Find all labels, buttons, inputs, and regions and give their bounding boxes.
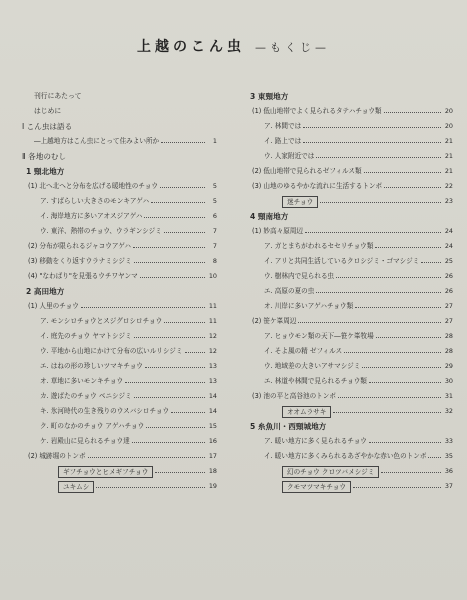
toc-entry	[22, 374, 217, 389]
toc-entry	[246, 104, 453, 119]
toc-entry-page: 21	[444, 167, 453, 175]
toc-entry-page: 37	[444, 482, 453, 490]
toc-entry	[246, 269, 453, 284]
toc-entry-title: (4) "なわばり"を見張るウチワヤンマ	[28, 272, 138, 280]
toc-entry-page: 29	[444, 362, 453, 370]
toc-entry-title: ア. ヒョウモン類の天下―笹ケ峯牧場	[264, 332, 374, 340]
toc-entry-title: ア. 暖い地方に多く見られるチョウ	[264, 437, 367, 445]
toc-entry	[246, 389, 453, 404]
toc-entry	[246, 194, 453, 209]
toc-entry-page: 11	[208, 317, 217, 325]
toc-entry	[246, 419, 453, 434]
toc-entry-title: オ. 川岸に多いアゲハチョウ類	[264, 302, 354, 310]
toc-entry-title: (3) 山地のゆるやかな流れに生活するトンボ	[252, 182, 383, 190]
toc-entry	[246, 434, 453, 449]
toc-entry-page: 20	[444, 122, 453, 130]
toc-entry	[246, 284, 453, 299]
toc-entry-title: ア. ガとまちがわれるセセリチョウ類	[264, 242, 374, 250]
toc-entry-page: 22	[444, 182, 453, 190]
toc-entry	[246, 374, 453, 389]
toc-entry-page: 35	[444, 452, 453, 460]
toc-entry	[22, 299, 217, 314]
toc-entry	[22, 254, 217, 269]
toc-entry	[246, 149, 453, 164]
toc-entry-page: 21	[444, 152, 453, 160]
toc-entry-page: 17	[208, 452, 217, 460]
toc-entry-title: 刊行にあたって	[34, 92, 82, 100]
toc-entry-page: 24	[444, 242, 453, 250]
toc-entry	[22, 404, 217, 419]
toc-entry-title: (1) 低山地帯でよく見られるタテハチョウ類	[252, 107, 382, 115]
toc-entry-title: ケ. 岩殿山に見られるチョウ達	[40, 437, 130, 445]
toc-entry	[22, 464, 217, 479]
toc-entry-page: 32	[444, 407, 453, 415]
toc-entry-title: ウ. 平地から山地にかけて分布の広いルリシジミ	[40, 347, 183, 355]
toc-entry-title: エ. はねの形の珍しいツマキチョウ	[40, 362, 143, 370]
toc-entry	[246, 179, 453, 194]
toc-entry-title: 5 糸魚川・西頸城地方	[250, 422, 327, 431]
toc-entry	[22, 359, 217, 374]
toc-entry-title: はじめに	[34, 107, 62, 115]
toc-entry-page: 10	[208, 272, 217, 280]
toc-entry-page: 8	[212, 257, 217, 265]
toc-entry-page: 13	[208, 377, 217, 385]
toc-entry-title: イ. 路上では	[264, 137, 302, 145]
toc-entry-title: Ⅰ こん虫は語る	[22, 122, 73, 131]
toc-entry	[22, 434, 217, 449]
toc-entry	[22, 209, 217, 224]
toc-entry	[22, 284, 217, 299]
toc-entry-title: (1) 人里のチョウ	[28, 302, 79, 310]
toc-entry-title: イ. アリと共同生活しているクロシジミ・ゴマシジミ	[264, 257, 420, 265]
toc-entry	[22, 104, 217, 119]
toc-entry-page: 11	[208, 302, 217, 310]
toc-entry-page: 36	[444, 467, 453, 475]
toc-entry-page: 20	[444, 107, 453, 115]
toc-entry	[22, 449, 217, 464]
toc-entry-page: 19	[208, 482, 217, 490]
toc-entry-title: 4 頸南地方	[250, 212, 289, 221]
toc-entry-page: 27	[444, 317, 453, 325]
toc-entry-boxed-title: ユキムシ	[58, 481, 94, 493]
toc-entry-boxed-title: 迷チョウ	[282, 196, 318, 208]
toc-entry-title: ア. 林間では	[264, 122, 302, 130]
toc-entry	[246, 314, 453, 329]
toc-entry-page: 28	[444, 347, 453, 355]
toc-entry	[246, 239, 453, 254]
toc-entry-page: 28	[444, 332, 453, 340]
toc-entry-page: 7	[212, 227, 217, 235]
page-subtitle: —もくじ—	[255, 41, 330, 54]
toc-entry-boxed-title: オオムラサキ	[282, 406, 331, 418]
toc-entry-page: 18	[208, 467, 217, 475]
toc-entry	[246, 119, 453, 134]
toc-entry-page: 26	[444, 287, 453, 295]
toc-entry-title: (3) 移動をくり返すウラナミシジミ	[28, 257, 132, 265]
toc-entry-page: 12	[208, 332, 217, 340]
toc-entry	[22, 179, 217, 194]
toc-entry-page: 6	[212, 212, 217, 220]
toc-entry-title: (1) 北へ北へと分布を広げる暖地性のチョウ	[28, 182, 158, 190]
toc-entry-title: (2) 笹ケ峯周辺	[252, 317, 297, 325]
toc-entry-page: 13	[208, 362, 217, 370]
toc-entry	[22, 314, 217, 329]
toc-entry-page: 1	[212, 137, 217, 145]
toc-entry	[22, 269, 217, 284]
toc-entry-page: 26	[444, 272, 453, 280]
toc-entry-page: 33	[444, 437, 453, 445]
toc-entry-page: 23	[444, 197, 453, 205]
toc-entry-title: オ. 草地に多いモンキチョウ	[40, 377, 124, 385]
toc-entry-title: (1) 妙高々原周辺	[252, 227, 303, 235]
toc-entry-title: イ. そよ風の精 ゼフィルス	[264, 347, 343, 355]
toc-entry	[22, 344, 217, 359]
toc-entry	[246, 89, 453, 104]
toc-entry-title: Ⅱ 各地のむし	[22, 152, 67, 161]
toc-entry-title: (2) 分布が限られるジャコウアゲハ	[28, 242, 132, 250]
toc-entry-title: カ. 遊ばたのチョウ ベニシジミ	[40, 392, 132, 400]
toc-entry	[22, 329, 217, 344]
toc-entry	[246, 224, 453, 239]
toc-entry	[246, 134, 453, 149]
toc-entry	[246, 464, 453, 479]
toc-entry	[22, 419, 217, 434]
toc-entry-page: 15	[208, 422, 217, 430]
toc-entry-page: 21	[444, 137, 453, 145]
toc-left-column	[22, 89, 217, 494]
toc-entry	[22, 89, 217, 104]
toc-entry	[22, 479, 217, 494]
toc-entry	[246, 404, 453, 419]
toc-entry-title: イ. 暖い地方に多くみられるあざやかな赤い色のトンボ	[264, 452, 427, 460]
toc-right-column	[246, 89, 453, 494]
toc-entry-page: 30	[444, 377, 453, 385]
toc-entry	[22, 239, 217, 254]
toc-entry-title: ア. モンシロチョウとスジグロシロチョウ	[40, 317, 163, 325]
toc-entry-page: 24	[444, 227, 453, 235]
toc-entry-title: (2) 城跡堀のトンボ	[28, 452, 86, 460]
toc-entry	[246, 344, 453, 359]
toc-entry	[246, 449, 453, 464]
toc-entry	[22, 194, 217, 209]
toc-entry	[246, 479, 453, 494]
toc-entry-page: 14	[208, 392, 217, 400]
toc-entry-boxed-title: 幻のチョウ クロツバメシジミ	[282, 466, 379, 478]
toc-entry-title: ク. 町のなかのチョウ アゲハチョウ	[40, 422, 145, 430]
toc-entry-title: ウ. 地域差の大きいアサマシジミ	[264, 362, 361, 370]
toc-entry	[22, 389, 217, 404]
toc-entry-page: 31	[444, 392, 453, 400]
toc-entry-page: 27	[444, 302, 453, 310]
toc-entry-title: 1 頸北地方	[26, 167, 65, 176]
toc-entry	[22, 149, 217, 164]
toc-entry-page: 5	[212, 182, 217, 190]
toc-entry-title: (3) 池の平と高谷池のトンボ	[252, 392, 336, 400]
toc-entry	[246, 254, 453, 269]
toc-entry	[22, 224, 217, 239]
toc-entry	[246, 164, 453, 179]
toc-entry-title: イ. 海岸地方に多いアオスジアゲハ	[40, 212, 143, 220]
toc-entry	[246, 299, 453, 314]
toc-entry-title: ウ. 樹林内で見られる虫	[264, 272, 335, 280]
toc-entry-title: 2 高田地方	[26, 287, 65, 296]
toc-entry	[22, 134, 217, 149]
toc-entry-page: 7	[212, 242, 217, 250]
toc-entry-title: (2) 低山地帯で見られるゼフィルス類	[252, 167, 362, 175]
toc-entry-title: ウ. 東洋、熱帯のチョウ、ウラギンシジミ	[40, 227, 162, 235]
page-title: 上越のこん虫	[137, 39, 245, 55]
toc-entry-title: エ. 林道や林間で見られるチョウ類	[264, 377, 367, 385]
toc-entry-page: 16	[208, 437, 217, 445]
toc-entry-title: イ. 庭先のチョウ ヤマトシジミ	[40, 332, 132, 340]
toc-entry-title: エ. 高原の夏の虫	[264, 287, 315, 295]
toc-entry-page: 14	[208, 407, 217, 415]
toc-entry-page: 12	[208, 347, 217, 355]
page-title-block	[0, 36, 467, 56]
toc-entry-page: 5	[212, 197, 217, 205]
toc-entry-title: ウ. 人家附近では	[264, 152, 315, 160]
toc-entry-title: ―上越地方はこん虫にとって住みよい所か	[34, 137, 160, 145]
toc-entry-page: 25	[444, 257, 453, 265]
toc-entry-boxed-title: クモマツマキチョウ	[282, 481, 351, 493]
toc-entry-title: キ. 氷河時代の生き残りのウスバシロチョウ	[40, 407, 170, 415]
toc-entry	[22, 164, 217, 179]
toc-entry-boxed-title: ギフチョウとヒメギフチョウ	[58, 466, 153, 478]
toc-entry	[246, 329, 453, 344]
toc-entry	[246, 359, 453, 374]
toc-entry-title: ア. すばらしい大きさのモンキアゲハ	[40, 197, 150, 205]
toc-entry-title: 3 東頸地方	[250, 92, 289, 101]
toc-entry	[22, 119, 217, 134]
toc-entry	[246, 209, 453, 224]
